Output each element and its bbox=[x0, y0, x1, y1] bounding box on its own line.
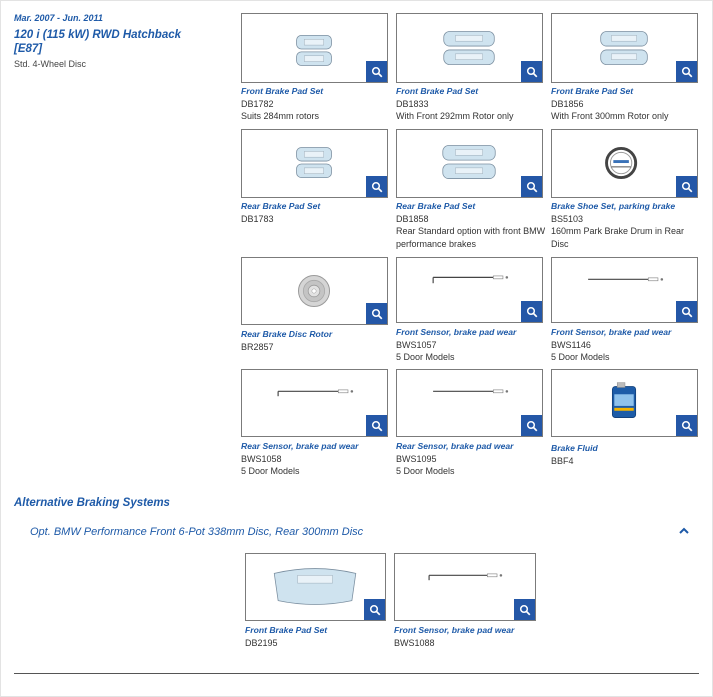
product-code: DB2195 bbox=[245, 638, 278, 648]
zoom-button[interactable] bbox=[366, 176, 387, 197]
vehicle-brake-spec: Std. 4-Wheel Disc bbox=[14, 59, 87, 69]
product-info bbox=[241, 85, 391, 123]
zoom-button[interactable] bbox=[521, 301, 542, 322]
zoom-button[interactable] bbox=[366, 303, 387, 324]
product-title[interactable]: Front Sensor, brake pad wear bbox=[394, 625, 515, 635]
product-title[interactable]: Rear Brake Disc Rotor bbox=[241, 329, 333, 339]
zoom-button[interactable] bbox=[521, 176, 542, 197]
product-info bbox=[396, 200, 546, 250]
product-image[interactable] bbox=[245, 553, 386, 621]
vehicle-model bbox=[14, 28, 224, 56]
product-info bbox=[551, 200, 701, 250]
product-note: With Front 292mm Rotor only bbox=[396, 111, 514, 121]
magnifier-icon bbox=[526, 306, 538, 318]
product-code: BWS1057 bbox=[396, 340, 437, 350]
option-title[interactable]: Opt. BMW Performance Front 6-Pot 338mm Disc, Rear 300mm Disc bbox=[30, 526, 364, 538]
magnifier-icon bbox=[526, 66, 538, 78]
product-note: 160mm Park Brake Drum in Rear Disc bbox=[551, 226, 685, 249]
product-image[interactable] bbox=[551, 369, 698, 437]
product-title[interactable]: Front Brake Pad Set bbox=[396, 86, 479, 96]
magnifier-icon bbox=[681, 181, 693, 193]
magnifier-icon bbox=[526, 181, 538, 193]
product-title[interactable]: Front Sensor, brake pad wear bbox=[551, 327, 672, 337]
product-image[interactable] bbox=[394, 553, 536, 621]
product-note: 5 Door Models bbox=[241, 466, 300, 476]
product-title[interactable]: Rear Brake Pad Set bbox=[241, 201, 321, 211]
product-title[interactable]: Front Brake Pad Set bbox=[241, 86, 324, 96]
magnifier-icon bbox=[369, 604, 381, 616]
product-note: 5 Door Models bbox=[396, 466, 455, 476]
zoom-button[interactable] bbox=[364, 599, 385, 620]
product-image[interactable] bbox=[241, 369, 388, 437]
product-title[interactable]: Front Brake Pad Set bbox=[245, 625, 328, 635]
product-code: BWS1088 bbox=[394, 638, 435, 648]
option-accordion-header[interactable] bbox=[30, 526, 690, 538]
product-note: Suits 284mm rotors bbox=[241, 111, 320, 121]
product-note: 5 Door Models bbox=[396, 352, 455, 362]
product-info bbox=[245, 624, 395, 649]
product-title[interactable]: Brake Shoe Set, parking brake bbox=[551, 201, 676, 211]
product-code: DB1783 bbox=[241, 214, 274, 224]
product-image[interactable] bbox=[396, 13, 543, 83]
product-code: BWS1095 bbox=[396, 454, 437, 464]
zoom-button[interactable] bbox=[521, 415, 542, 436]
product-code: BR2857 bbox=[241, 342, 274, 352]
section-heading: Alternative Braking Systems bbox=[14, 497, 170, 509]
zoom-button[interactable] bbox=[676, 301, 697, 322]
product-image[interactable] bbox=[551, 129, 698, 198]
product-code: DB1782 bbox=[241, 99, 274, 109]
magnifier-icon bbox=[371, 308, 383, 320]
magnifier-icon bbox=[681, 306, 693, 318]
vehicle-model-name: 120 i (115 kW) RWD Hatchback bbox=[14, 29, 182, 41]
zoom-button[interactable] bbox=[676, 415, 697, 436]
product-code: DB1858 bbox=[396, 214, 429, 224]
product-title[interactable]: Rear Sensor, brake pad wear bbox=[241, 441, 359, 451]
product-image[interactable] bbox=[241, 129, 388, 198]
product-title[interactable]: Front Brake Pad Set bbox=[551, 86, 634, 96]
product-image[interactable] bbox=[396, 257, 543, 323]
product-image[interactable] bbox=[551, 257, 698, 323]
product-title[interactable]: Front Sensor, brake pad wear bbox=[396, 327, 517, 337]
product-image[interactable] bbox=[396, 369, 543, 437]
product-image[interactable] bbox=[396, 129, 543, 198]
product-code: BWS1058 bbox=[241, 454, 282, 464]
zoom-button[interactable] bbox=[676, 176, 697, 197]
product-image[interactable] bbox=[241, 13, 388, 83]
product-note: With Front 300mm Rotor only bbox=[551, 111, 669, 121]
product-title[interactable]: Rear Brake Pad Set bbox=[396, 201, 476, 211]
magnifier-icon bbox=[519, 604, 531, 616]
product-info bbox=[551, 85, 701, 123]
product-info bbox=[394, 624, 544, 649]
product-note: Rear Standard option with front BMW performance brakes bbox=[396, 226, 546, 249]
product-code: BS5103 bbox=[551, 214, 584, 224]
magnifier-icon bbox=[681, 420, 693, 432]
product-note: 5 Door Models bbox=[551, 352, 610, 362]
product-code: DB1856 bbox=[551, 99, 584, 109]
zoom-button[interactable] bbox=[676, 61, 697, 82]
product-info bbox=[396, 85, 546, 123]
magnifier-icon bbox=[371, 420, 383, 432]
zoom-button[interactable] bbox=[366, 415, 387, 436]
divider bbox=[14, 673, 699, 674]
vehicle-info bbox=[14, 13, 224, 69]
product-info bbox=[551, 442, 701, 467]
magnifier-icon bbox=[526, 420, 538, 432]
product-info bbox=[241, 440, 391, 478]
vehicle-date-range: Mar. 2007 - Jun. 2011 bbox=[14, 13, 103, 23]
zoom-button[interactable] bbox=[514, 599, 535, 620]
product-info bbox=[396, 326, 546, 364]
product-info bbox=[551, 326, 701, 364]
magnifier-icon bbox=[681, 66, 693, 78]
product-info bbox=[241, 200, 391, 225]
product-code: BWS1146 bbox=[551, 340, 591, 350]
magnifier-icon bbox=[371, 66, 383, 78]
product-image[interactable] bbox=[241, 257, 388, 325]
zoom-button[interactable] bbox=[366, 61, 387, 82]
magnifier-icon bbox=[371, 181, 383, 193]
product-code: DB1833 bbox=[396, 99, 429, 109]
vehicle-chassis-code: [E87] bbox=[14, 43, 43, 55]
product-title[interactable]: Rear Sensor, brake pad wear bbox=[396, 441, 514, 451]
product-info bbox=[241, 328, 391, 353]
product-image[interactable] bbox=[551, 13, 698, 83]
zoom-button[interactable] bbox=[521, 61, 542, 82]
product-info bbox=[396, 440, 546, 478]
chevron-up-icon[interactable] bbox=[677, 524, 691, 538]
product-title[interactable]: Brake Fluid bbox=[551, 443, 598, 453]
product-code: BBF4 bbox=[551, 456, 574, 466]
